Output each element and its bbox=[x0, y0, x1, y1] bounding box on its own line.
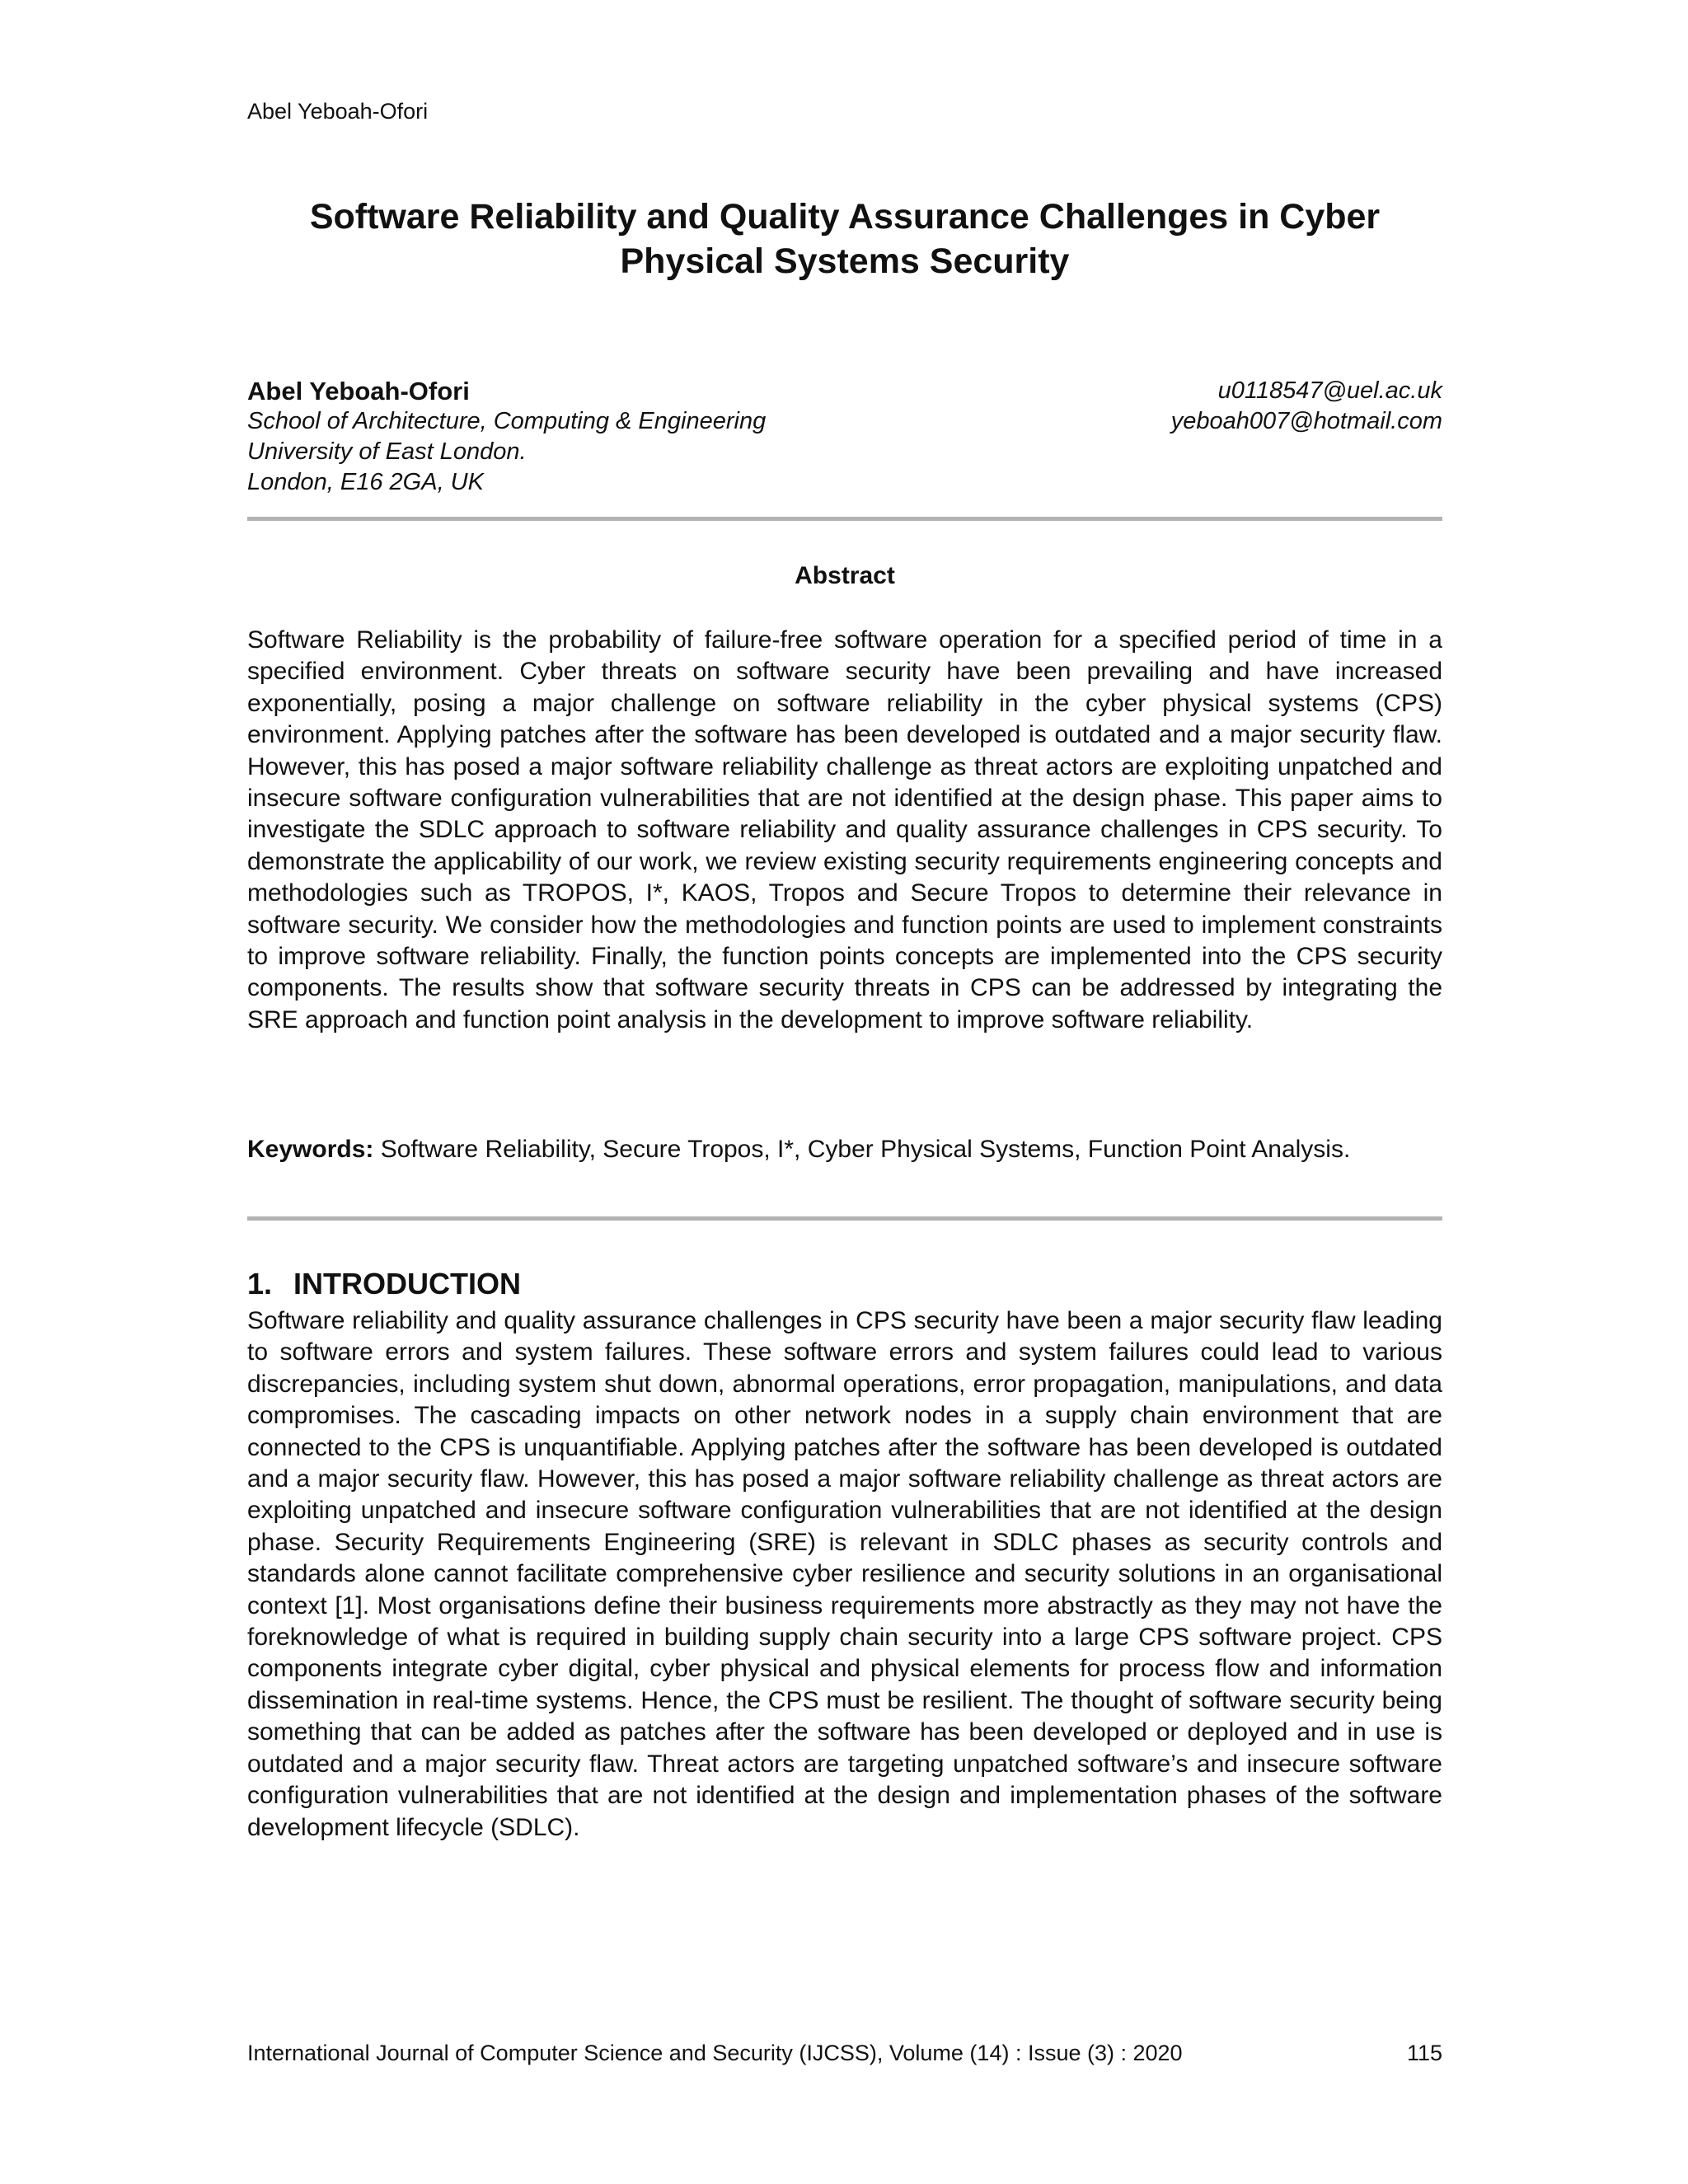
section-number: 1. bbox=[247, 1267, 273, 1301]
keywords-text: Software Reliability, Secure Tropos, I*, Cyber Physical Systems, Function Point Analysis. bbox=[380, 1136, 1351, 1163]
author-emails bbox=[1171, 376, 1442, 437]
author-email[interactable]: u0118547@uel.ac.uk bbox=[1217, 377, 1442, 404]
introduction-text: Software reliability and quality assurance challenges in CPS security have been a major security flaw leading to software errors and system failures. These software errors and system failures could lead to various discrepancies, including system shut down, abnormal operations, error propagation, manipulations, and data compromises. The cascading impacts on other network nodes in a supply chain environment that are connected to the CPS is unquantifiable. Applying patches after the software has been developed is outdated and a major security flaw. However, this has posed a major software reliability challenge as threat actors are exploiting unpatched and insecure software configuration vulnerabilities that are not identified at the design phase. Security Requirements Engineering (SRE) is relevant in SDLC phases as security controls and standards alone cannot facilitate comprehensive cyber resilience and security solutions in an organisational context [1]. Most organisations define their business requirements more abstractly as they may not have the foreknowledge of what is required in building supply chain security into a large CPS software project. CPS components integrate cyber digital, cyber physical and physical elements for process flow and information dissemination in real-time systems. Hence, the CPS must be resilient. The thought of software security being something that can be added as patches after the software has been developed or deployed and in use is outdated and a major security flaw. Threat actors are targeting unpatched software’s and insecure software configuration vulnerabilities that are not identified at the design and implementation phases of the software development lifecycle (SDLC). bbox=[247, 1307, 1442, 1841]
paper-title: Software Reliability and Quality Assurance Challenges in Cyber Physical Systems Security bbox=[309, 197, 1381, 281]
author-affiliation-line: University of East London. bbox=[247, 438, 527, 465]
page-number: 115 bbox=[1406, 2041, 1442, 2065]
section-title: INTRODUCTION bbox=[293, 1267, 522, 1301]
divider bbox=[247, 517, 1442, 521]
divider bbox=[247, 1216, 1442, 1221]
abstract-heading: Abstract bbox=[795, 562, 895, 589]
author-affiliation-line: London, E16 2GA, UK bbox=[247, 469, 484, 495]
author-block bbox=[247, 376, 1442, 508]
author-name: Abel Yeboah-Ofori bbox=[247, 377, 470, 405]
abstract-text: Software Reliability is the probability of failure-free software operation for a specified period of time in a specified environment. Cyber threats on software security have been prevailing and have increased exponentially, posing a major challenge on software reliability in the cyber physical systems (CPS) environment. Applying patches after the software has been developed is outdated and a major security flaw. However, this has posed a major software reliability challenge as threat actors are exploiting unpatched and insecure software configuration vulnerabilities that are not identified at the design phase. This paper aims to investigate the SDLC approach to software reliability and quality assurance challenges in CPS security. To demonstrate the applicability of our work, we review existing security requirements engineering concepts and methodologies such as TROPOS, I*, KAOS, Tropos and Secure Tropos to determine their relevance in software security. We consider how the methodologies and function points are used to implement constraints to improve software reliability. Finally, the function points concepts are implemented into the CPS security components. The results show that software security threats in CPS can be addressed by integrating the SRE approach and function point analysis in the development to improve software reliability. bbox=[247, 626, 1442, 1033]
running-head: Abel Yeboah-Ofori bbox=[247, 99, 429, 124]
author-affiliation-line: School of Architecture, Computing & Engineering bbox=[247, 408, 767, 434]
keywords-label: Keywords: bbox=[247, 1136, 374, 1163]
keywords bbox=[247, 1134, 1442, 1165]
section-heading bbox=[247, 1266, 521, 1302]
footer-journal: International Journal of Computer Science and Security (IJCSS), Volume (14) : Issue (3) : 2020 bbox=[247, 2041, 1183, 2065]
author-info bbox=[247, 376, 766, 498]
author-email[interactable]: yeboah007@hotmail.com bbox=[1170, 408, 1442, 434]
